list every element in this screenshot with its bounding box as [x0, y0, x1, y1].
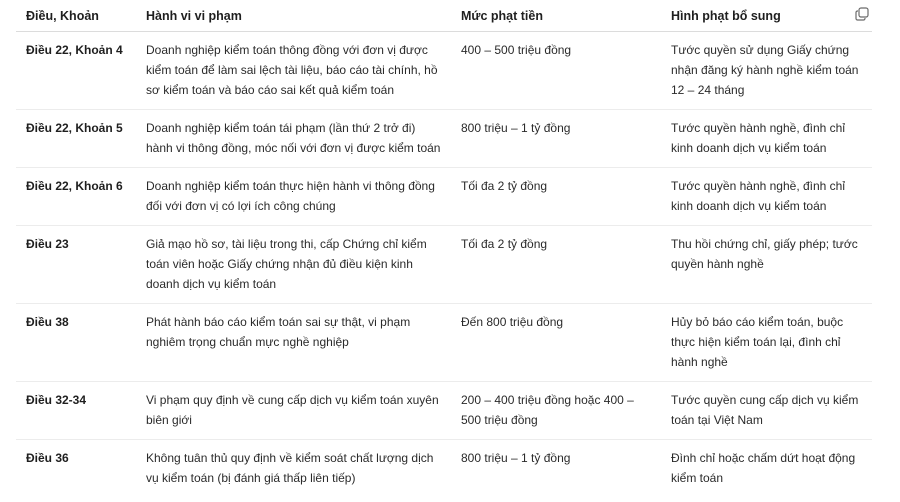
cell-additional-penalty: Đình chỉ hoặc chấm dứt hoạt động kiểm toán: [671, 451, 856, 485]
column-header-additional-penalty: Hình phạt bổ sung: [661, 0, 872, 32]
cell-article: Điều 22, Khoản 4: [16, 32, 136, 110]
cell-violation: Doanh nghiệp kiểm toán tái phạm (lần thứ 2 trở đi) hành vi thông đồng, móc nối với đơn vị được kiểm toán: [136, 110, 451, 168]
cell-additional-penalty: Tước quyền hành nghề, đình chỉ kinh doanh dịch vụ kiểm toán: [661, 110, 872, 168]
cell-fine: 400 – 500 triệu đồng: [451, 32, 661, 110]
cell-violation: Vi phạm quy định về cung cấp dịch vụ kiểm toán xuyên biên giới: [136, 382, 451, 440]
table-row: [16, 226, 872, 304]
table-row: [16, 168, 872, 226]
cell-additional-penalty: Tước quyền cung cấp dịch vụ kiểm toán tại Việt Nam: [661, 382, 872, 440]
cell-violation: Không tuân thủ quy định về kiểm soát chất lượng dịch vụ kiểm toán (bị đánh giá thấp liên tiếp): [146, 451, 434, 485]
cell-article: Điều 38: [16, 304, 136, 382]
cell-article: Điều 36: [26, 451, 69, 465]
cell-article: Điều 22, Khoản 5: [16, 110, 136, 168]
table-row: [16, 382, 872, 440]
table-row: [16, 440, 872, 498]
cell-fine: Tối đa 2 tỷ đồng: [451, 168, 661, 226]
cell-fine: Tối đa 2 tỷ đồng: [451, 226, 661, 304]
cell-additional-penalty: Tước quyền sử dụng Giấy chứng nhận đăng ký hành nghề kiểm toán 12 – 24 tháng: [661, 32, 872, 110]
column-header-article: Điều, Khoản: [16, 0, 136, 32]
cell-fine: 800 triệu – 1 tỷ đồng: [461, 451, 571, 465]
column-header-violation: Hành vi vi phạm: [136, 0, 451, 32]
cell-fine: Đến 800 triệu đồng: [451, 304, 661, 382]
cell-fine: 800 triệu – 1 tỷ đồng: [451, 110, 661, 168]
cell-fine: 200 – 400 triệu đồng hoặc 400 – 500 triệu đồng: [451, 382, 661, 440]
table-row: [16, 110, 872, 168]
table-row: [16, 32, 872, 110]
cell-additional-penalty: Tước quyền hành nghề, đình chỉ kinh doanh dịch vụ kiểm toán: [661, 168, 872, 226]
table-row: [16, 304, 872, 382]
column-header-fine: Mức phạt tiền: [451, 0, 661, 32]
header-row: [16, 0, 872, 32]
cell-additional-penalty: Hủy bỏ báo cáo kiểm toán, buộc thực hiện kiểm toán lại, đình chỉ hành nghề: [661, 304, 872, 382]
penalty-table: [16, 0, 872, 497]
cell-additional-penalty: Thu hồi chứng chỉ, giấy phép; tước quyền hành nghề: [661, 226, 872, 304]
cell-violation: Doanh nghiệp kiểm toán thông đồng với đơn vị được kiểm toán để làm sai lệch tài liệu, báo cáo tài chính, hồ sơ kiểm toán và báo cáo sai kết quả kiểm toán: [136, 32, 451, 110]
cell-violation: Doanh nghiệp kiểm toán thực hiện hành vi thông đồng đối với đơn vị có lợi ích công chúng: [136, 168, 451, 226]
cell-article: Điều 23: [16, 226, 136, 304]
cell-article: Điều 32-34: [16, 382, 136, 440]
copy-icon[interactable]: [855, 7, 869, 21]
cell-violation: Phát hành báo cáo kiểm toán sai sự thật, vi phạm nghiêm trọng chuẩn mực nghề nghiệp: [136, 304, 451, 382]
cell-article: Điều 22, Khoản 6: [16, 168, 136, 226]
cell-violation: Giả mạo hồ sơ, tài liệu trong thi, cấp Chứng chỉ kiểm toán viên hoặc Giấy chứng nhận đủ điều kiện kinh doanh dịch vụ kiểm toán: [136, 226, 451, 304]
